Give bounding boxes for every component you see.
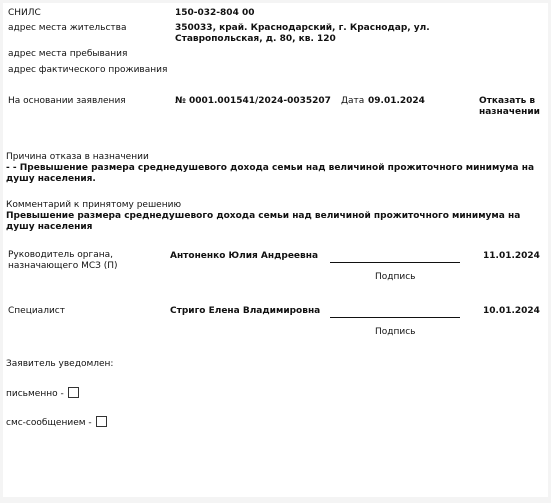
specialist-label: Специалист bbox=[8, 306, 65, 316]
head-label-line2: назначающего МСЗ (П) bbox=[8, 261, 118, 271]
head-date: 11.01.2024 bbox=[483, 251, 540, 261]
comment-line1: Превышение размера среднедушевого дохода семьи над величиной прожиточного минимума на bbox=[6, 211, 521, 221]
refusal-reason-line2: душу населения. bbox=[6, 174, 96, 184]
head-signature-caption: Подпись bbox=[375, 272, 416, 282]
refusal-reason-line1: - - Превышение размера среднедушевого дохода семьи над величиной прожиточного минимума на bbox=[6, 163, 535, 173]
basis-label: На основании заявления bbox=[8, 96, 126, 106]
decision-document bbox=[3, 3, 548, 497]
notify-sms-checkbox[interactable] bbox=[96, 416, 107, 427]
application-date-label: Дата bbox=[341, 96, 365, 106]
decision-line2: назначении bbox=[479, 107, 540, 117]
residence-label: адрес места жительства bbox=[8, 23, 127, 33]
refusal-reason-label: Причина отказа в назначении bbox=[6, 152, 149, 162]
application-date-value: 09.01.2024 bbox=[368, 96, 425, 106]
head-label-line1: Руководитель органа, bbox=[8, 250, 113, 260]
comment-line2: душу населения bbox=[6, 222, 93, 232]
specialist-date: 10.01.2024 bbox=[483, 306, 540, 316]
notify-written-label: письменно - bbox=[6, 389, 64, 399]
head-name: Антоненко Юлия Андреевна bbox=[170, 251, 319, 261]
specialist-name: Стриго Елена Владимировна bbox=[170, 306, 321, 316]
specialist-signature-line bbox=[330, 317, 460, 318]
comment-label: Комментарий к принятому решению bbox=[6, 200, 182, 210]
notify-written-row bbox=[6, 387, 79, 400]
snils-value: 150-032-804 00 bbox=[175, 8, 255, 18]
application-number: № 0001.001541/2024-0035207 bbox=[175, 96, 331, 106]
specialist-signature-caption: Подпись bbox=[375, 327, 416, 337]
residence-value-line1: 350033, край. Краснодарский, г. Краснодар, ул. bbox=[175, 23, 430, 33]
stay-address-label: адрес места пребывания bbox=[8, 49, 128, 59]
notify-sms-row bbox=[6, 416, 107, 429]
decision-line1: Отказать в bbox=[479, 96, 536, 106]
notify-sms-label: смс-сообщением - bbox=[6, 418, 92, 428]
snils-label: СНИЛС bbox=[8, 8, 41, 18]
actual-address-label: адрес фактического проживания bbox=[8, 65, 168, 75]
head-signature-line bbox=[330, 262, 460, 263]
residence-value-line2: Ставропольская, д. 80, кв. 120 bbox=[175, 34, 336, 44]
notification-title: Заявитель уведомлен: bbox=[6, 359, 114, 369]
notify-written-checkbox[interactable] bbox=[68, 387, 79, 398]
